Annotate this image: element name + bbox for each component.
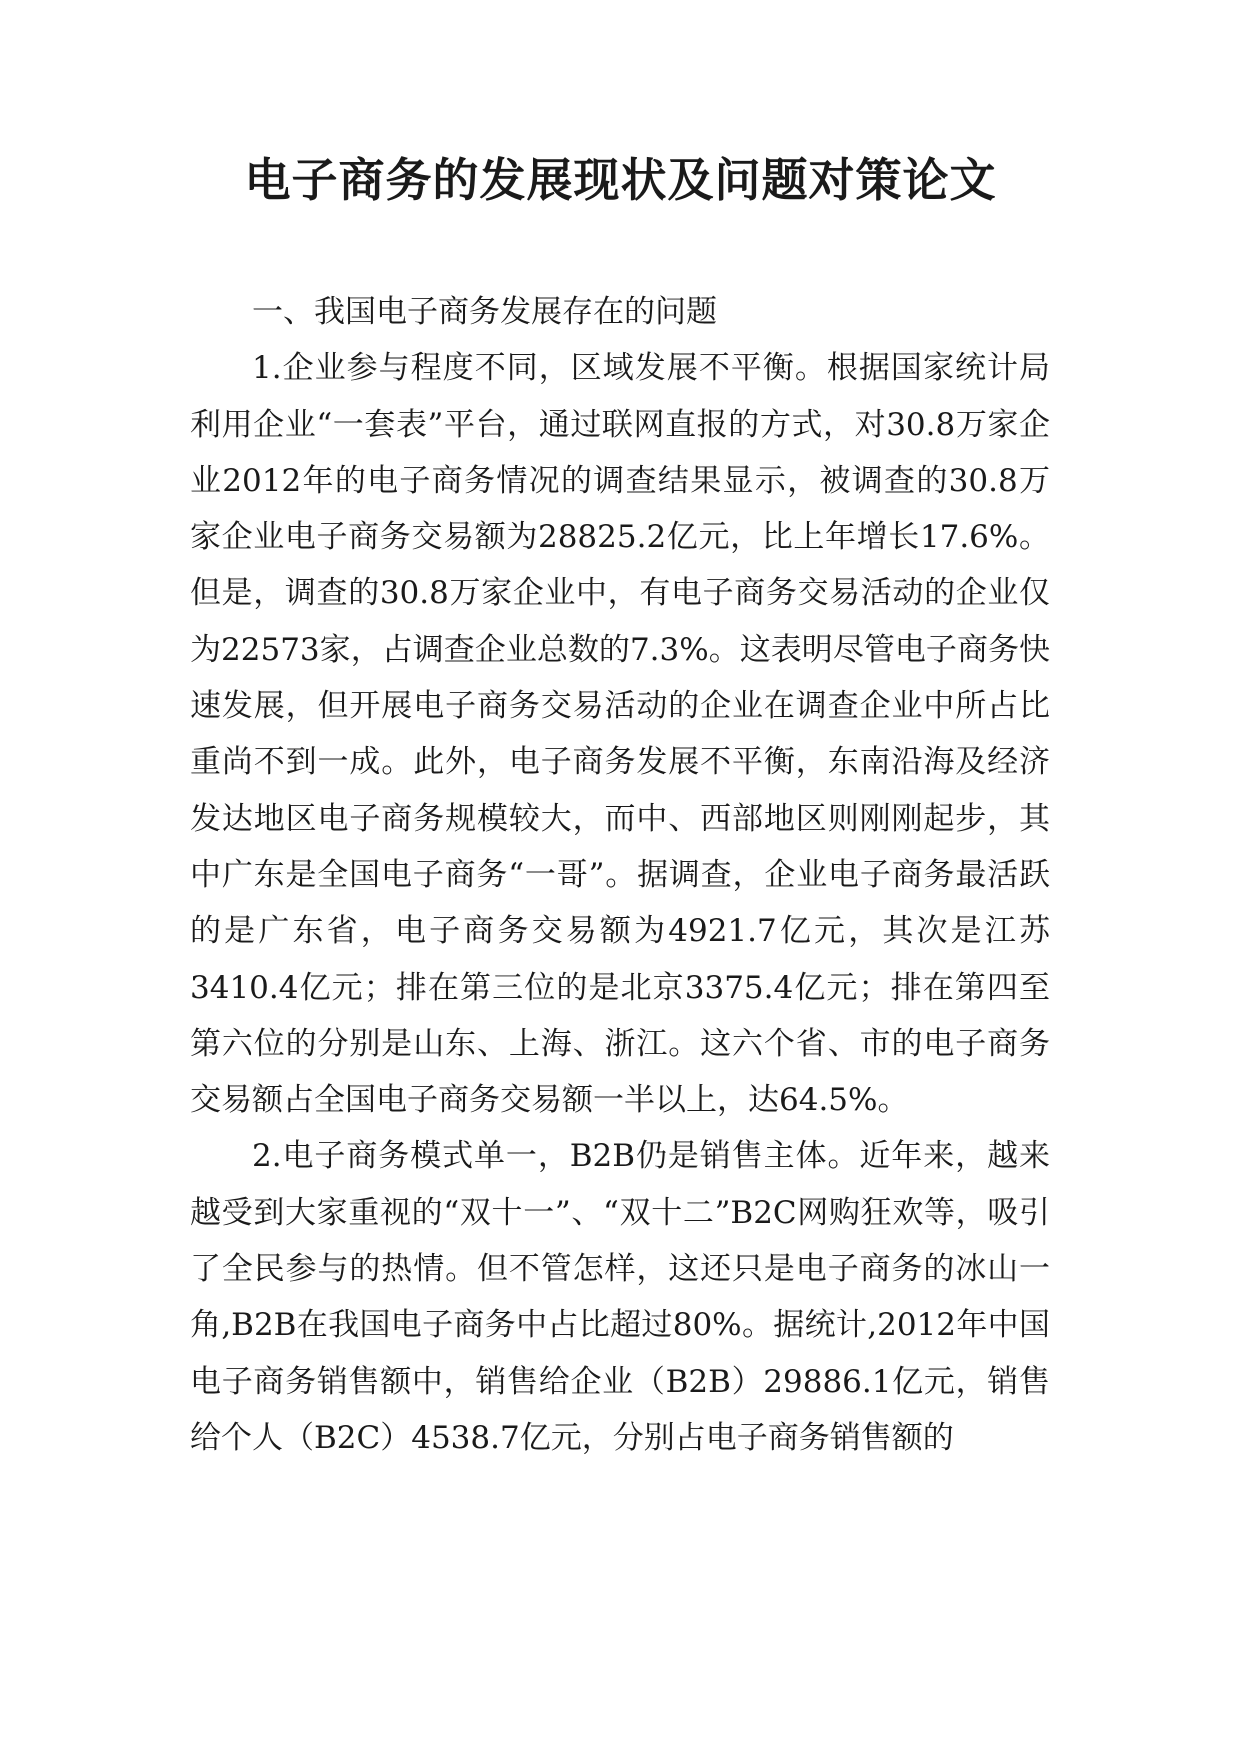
paragraph: 2.电子商务模式单一，B2B仍是销售主体。近年来，越来越受到大家重视的“双十一”、“双十二”B2C网购狂欢等，吸引了全民参与的热情。但不管怎样，这还只是电子商务的冰山一角,B2B在我国电子商务中占比超过80%。据统计,2012年中国电子商务销售额中，销售给企业（B2B）29886.1亿元，销售给个人（B2C）4538.7亿元，分别占电子商务销售额的 (190, 1138, 1050, 1456)
document-body (190, 284, 1050, 1466)
document-title: 电子商务的发展现状及问题对策论文 (244, 153, 997, 207)
paragraph: 1.企业参与程度不同，区域发展不平衡。根据国家统计局利用企业“一套表”平台，通过联网直报的方式，对30.8万家企业2012年的电子商务情况的调查结果显示，被调查的30.8万家企业电子商务交易额为28825.2亿元，比上年增长17.6%。但是，调查的30.8万家企业中，有电子商务交易活动的企业仅为22573家，占调查企业总数的7.3%。这表明尽管电子商务快速发展，但开展电子商务交易活动的企业在调查企业中所占比重尚不到一成。此外，电子商务发展不平衡，东南沿海及经济发达地区电子商务规模较大，而中、西部地区则刚刚起步，其中广东是全国电子商务“一哥”。据调查，企业电子商务最活跃的是广东省，电子商务交易额为4921.7亿元，其次是江苏3410.4亿元；排在第三位的是北京3375.4亿元；排在第四至第六位的分别是山东、上海、浙江。这六个省、市的电子商务交易额占全国电子商务交易额一半以上，达64.5%。 (190, 350, 1050, 1119)
section-heading: 一、我国电子商务发展存在的问题 (252, 294, 717, 330)
